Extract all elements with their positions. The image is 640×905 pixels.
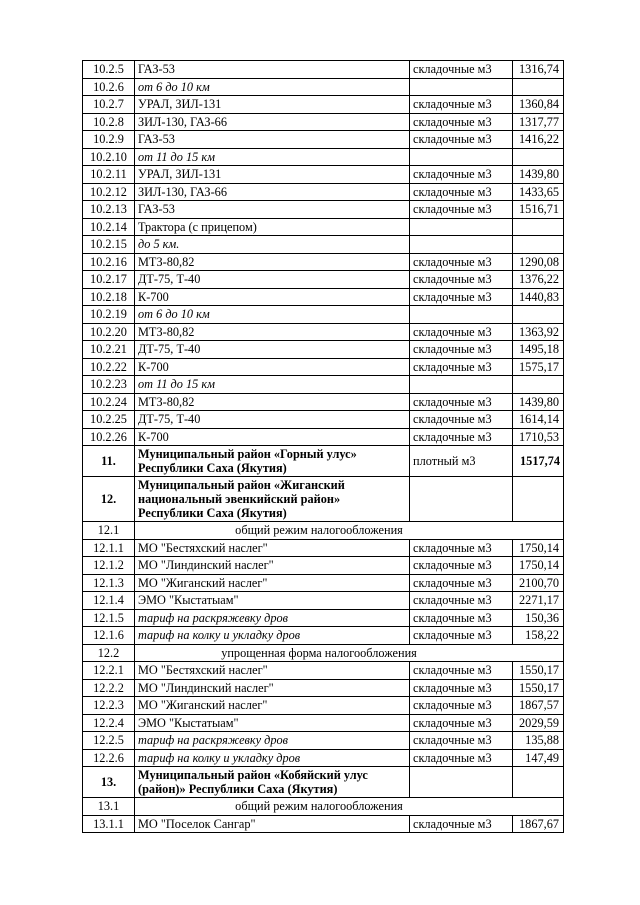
row-unit: складочные м3	[410, 61, 513, 79]
row-number: 10.2.6	[83, 78, 135, 96]
row-number: 12.1.4	[83, 592, 135, 610]
row-price: 2029,59	[513, 714, 564, 732]
row-price: 1376,22	[513, 271, 564, 289]
table-row	[83, 539, 564, 557]
table-row	[83, 662, 564, 680]
row-name: К-700	[135, 288, 410, 306]
row-unit: складочные м3	[410, 732, 513, 750]
row-price: 1517,74	[513, 446, 564, 477]
row-number: 10.2.24	[83, 393, 135, 411]
table-row	[83, 798, 564, 816]
row-price: 1440,83	[513, 288, 564, 306]
row-name: К-700	[135, 428, 410, 446]
row-number: 12.1.6	[83, 627, 135, 645]
row-name: ГАЗ-53	[135, 201, 410, 219]
section-label-text: общий режим налогообложения	[235, 799, 403, 814]
row-unit: складочные м3	[410, 539, 513, 557]
row-name: Муниципальный район «Кобяйский улус (район)» Республики Саха (Якутия)	[135, 767, 410, 798]
table-row	[83, 376, 564, 394]
row-unit: складочные м3	[410, 697, 513, 715]
row-unit: складочные м3	[410, 574, 513, 592]
table-row	[83, 627, 564, 645]
table-row	[83, 697, 564, 715]
row-number: 12.2.6	[83, 749, 135, 767]
table-row	[83, 96, 564, 114]
row-number: 12.1.1	[83, 539, 135, 557]
row-unit: складочные м3	[410, 679, 513, 697]
section-label-text: упрощенная форма налогообложения	[221, 645, 417, 660]
row-name: ЭМО "Кыстатыам"	[135, 592, 410, 610]
row-name: К-700	[135, 358, 410, 376]
row-number: 12.1	[83, 522, 135, 540]
row-name: МО "Жиганский наслег"	[135, 574, 410, 592]
row-number: 10.2.25	[83, 411, 135, 429]
table-row	[83, 61, 564, 79]
row-number: 10.2.22	[83, 358, 135, 376]
table-row	[83, 113, 564, 131]
table-row	[83, 218, 564, 236]
section-label	[135, 522, 564, 540]
table-row	[83, 574, 564, 592]
row-unit	[410, 148, 513, 166]
row-name: тариф на раскряжевку дров	[135, 732, 410, 750]
row-price	[513, 376, 564, 394]
row-number: 12.2.4	[83, 714, 135, 732]
row-name: МО "Линдинский наслег"	[135, 557, 410, 575]
row-price: 1495,18	[513, 341, 564, 359]
row-price: 1316,74	[513, 61, 564, 79]
table-row	[83, 815, 564, 833]
row-name: МО "Бестяхский наслег"	[135, 539, 410, 557]
row-price: 1867,67	[513, 815, 564, 833]
row-name: Муниципальный район «Жиганский национальный эвенкийский район» Республики Саха (Якутия)	[135, 477, 410, 522]
row-name: МО "Линдинский наслег"	[135, 679, 410, 697]
row-unit: складочные м3	[410, 393, 513, 411]
row-name: МО "Поселок Сангар"	[135, 815, 410, 833]
table-row	[83, 732, 564, 750]
row-unit: складочные м3	[410, 271, 513, 289]
table-row	[83, 644, 564, 662]
table-row	[83, 714, 564, 732]
row-unit: плотный м3	[410, 446, 513, 477]
row-price: 158,22	[513, 627, 564, 645]
row-number: 10.2.8	[83, 113, 135, 131]
row-price: 1433,65	[513, 183, 564, 201]
row-unit: складочные м3	[410, 749, 513, 767]
row-unit	[410, 218, 513, 236]
row-number: 12.2.2	[83, 679, 135, 697]
row-name: от 11 до 15 км	[135, 376, 410, 394]
row-number: 10.2.5	[83, 61, 135, 79]
row-price: 1750,14	[513, 557, 564, 575]
row-number: 12.2.3	[83, 697, 135, 715]
row-price: 1317,77	[513, 113, 564, 131]
row-unit: складочные м3	[410, 131, 513, 149]
row-number: 12.1.2	[83, 557, 135, 575]
table-row	[83, 78, 564, 96]
row-name: тариф на колку и укладку дров	[135, 749, 410, 767]
row-price: 1516,71	[513, 201, 564, 219]
row-name: УРАЛ, ЗИЛ-131	[135, 96, 410, 114]
row-unit	[410, 477, 513, 522]
table-row	[83, 749, 564, 767]
row-name: ДТ-75, Т-40	[135, 411, 410, 429]
row-name: УРАЛ, ЗИЛ-131	[135, 166, 410, 184]
row-price: 1416,22	[513, 131, 564, 149]
row-price: 1360,84	[513, 96, 564, 114]
row-unit: складочные м3	[410, 662, 513, 680]
row-unit: складочные м3	[410, 183, 513, 201]
row-unit: складочные м3	[410, 609, 513, 627]
row-number: 12.2	[83, 644, 135, 662]
row-number: 12.1.3	[83, 574, 135, 592]
row-number: 10.2.15	[83, 236, 135, 254]
table-row	[83, 522, 564, 540]
row-number: 12.1.5	[83, 609, 135, 627]
row-price: 150,36	[513, 609, 564, 627]
row-price: 2100,70	[513, 574, 564, 592]
section-label-text: общий режим налогообложения	[235, 523, 403, 538]
row-name: МО "Жиганский наслег"	[135, 697, 410, 715]
table-row	[83, 411, 564, 429]
row-unit	[410, 78, 513, 96]
row-name: от 11 до 15 км	[135, 148, 410, 166]
row-name: ГАЗ-53	[135, 131, 410, 149]
row-unit: складочные м3	[410, 815, 513, 833]
row-number: 10.2.9	[83, 131, 135, 149]
row-price	[513, 236, 564, 254]
table-row	[83, 477, 564, 522]
row-price: 1439,80	[513, 166, 564, 184]
row-number: 10.2.11	[83, 166, 135, 184]
row-number: 10.2.13	[83, 201, 135, 219]
table-row	[83, 679, 564, 697]
row-unit	[410, 767, 513, 798]
table-row	[83, 592, 564, 610]
table-row	[83, 271, 564, 289]
row-unit: складочные м3	[410, 411, 513, 429]
row-number: 13.1	[83, 798, 135, 816]
row-unit: складочные м3	[410, 96, 513, 114]
row-price: 135,88	[513, 732, 564, 750]
row-price: 1710,53	[513, 428, 564, 446]
table-row	[83, 306, 564, 324]
row-price: 1614,14	[513, 411, 564, 429]
table-row	[83, 166, 564, 184]
table-row	[83, 557, 564, 575]
row-name: тариф на раскряжевку дров	[135, 609, 410, 627]
row-unit: складочные м3	[410, 113, 513, 131]
tariff-table-body	[83, 61, 564, 833]
row-name: до 5 км.	[135, 236, 410, 254]
row-unit: складочные м3	[410, 341, 513, 359]
row-number: 12.	[83, 477, 135, 522]
tariff-table	[82, 60, 564, 833]
row-name: от 6 до 10 км	[135, 78, 410, 96]
row-number: 10.2.18	[83, 288, 135, 306]
row-name: МО "Бестяхский наслег"	[135, 662, 410, 680]
row-number: 13.1.1	[83, 815, 135, 833]
section-label	[135, 798, 564, 816]
row-number: 11.	[83, 446, 135, 477]
row-unit: складочные м3	[410, 557, 513, 575]
row-name: МТЗ-80,82	[135, 253, 410, 271]
row-unit	[410, 236, 513, 254]
row-unit: складочные м3	[410, 201, 513, 219]
row-name: ЗИЛ-130, ГАЗ-66	[135, 113, 410, 131]
table-row	[83, 148, 564, 166]
row-price	[513, 306, 564, 324]
row-unit	[410, 306, 513, 324]
row-name: Муниципальный район «Горный улус» Республики Саха (Якутия)	[135, 446, 410, 477]
row-price: 1575,17	[513, 358, 564, 376]
row-number: 10.2.17	[83, 271, 135, 289]
row-name: ЭМО "Кыстатыам"	[135, 714, 410, 732]
row-unit: складочные м3	[410, 323, 513, 341]
row-price: 147,49	[513, 749, 564, 767]
row-number: 10.2.12	[83, 183, 135, 201]
row-price	[513, 767, 564, 798]
row-number: 10.2.10	[83, 148, 135, 166]
row-number: 10.2.23	[83, 376, 135, 394]
row-number: 12.2.5	[83, 732, 135, 750]
table-row	[83, 201, 564, 219]
row-name: ДТ-75, Т-40	[135, 341, 410, 359]
section-label	[135, 644, 564, 662]
row-unit: складочные м3	[410, 253, 513, 271]
row-number: 10.2.7	[83, 96, 135, 114]
row-number: 10.2.16	[83, 253, 135, 271]
row-number: 10.2.21	[83, 341, 135, 359]
row-unit: складочные м3	[410, 592, 513, 610]
row-number: 12.2.1	[83, 662, 135, 680]
row-price: 1363,92	[513, 323, 564, 341]
row-name: ДТ-75, Т-40	[135, 271, 410, 289]
row-price: 1550,17	[513, 662, 564, 680]
table-row	[83, 609, 564, 627]
row-number: 10.2.19	[83, 306, 135, 324]
row-price: 2271,17	[513, 592, 564, 610]
table-row	[83, 446, 564, 477]
row-price: 1439,80	[513, 393, 564, 411]
table-row	[83, 323, 564, 341]
table-row	[83, 767, 564, 798]
row-unit: складочные м3	[410, 358, 513, 376]
row-name: ГАЗ-53	[135, 61, 410, 79]
row-price: 1550,17	[513, 679, 564, 697]
row-name: от 6 до 10 км	[135, 306, 410, 324]
row-name: Трактора (с прицепом)	[135, 218, 410, 236]
table-row	[83, 236, 564, 254]
table-row	[83, 183, 564, 201]
table-row	[83, 131, 564, 149]
row-price: 1290,08	[513, 253, 564, 271]
row-unit	[410, 376, 513, 394]
row-unit: складочные м3	[410, 428, 513, 446]
row-price	[513, 218, 564, 236]
table-row	[83, 428, 564, 446]
row-price: 1750,14	[513, 539, 564, 557]
table-row	[83, 358, 564, 376]
row-price	[513, 477, 564, 522]
row-unit: складочные м3	[410, 714, 513, 732]
row-price	[513, 148, 564, 166]
table-row	[83, 253, 564, 271]
row-number: 13.	[83, 767, 135, 798]
table-row	[83, 341, 564, 359]
row-unit: складочные м3	[410, 166, 513, 184]
row-unit: складочные м3	[410, 288, 513, 306]
row-unit: складочные м3	[410, 627, 513, 645]
row-number: 10.2.14	[83, 218, 135, 236]
row-number: 10.2.20	[83, 323, 135, 341]
row-number: 10.2.26	[83, 428, 135, 446]
table-row	[83, 288, 564, 306]
row-name: МТЗ-80,82	[135, 393, 410, 411]
row-name: МТЗ-80,82	[135, 323, 410, 341]
row-price	[513, 78, 564, 96]
table-row	[83, 393, 564, 411]
row-price: 1867,57	[513, 697, 564, 715]
row-name: ЗИЛ-130, ГАЗ-66	[135, 183, 410, 201]
row-name: тариф на колку и укладку дров	[135, 627, 410, 645]
